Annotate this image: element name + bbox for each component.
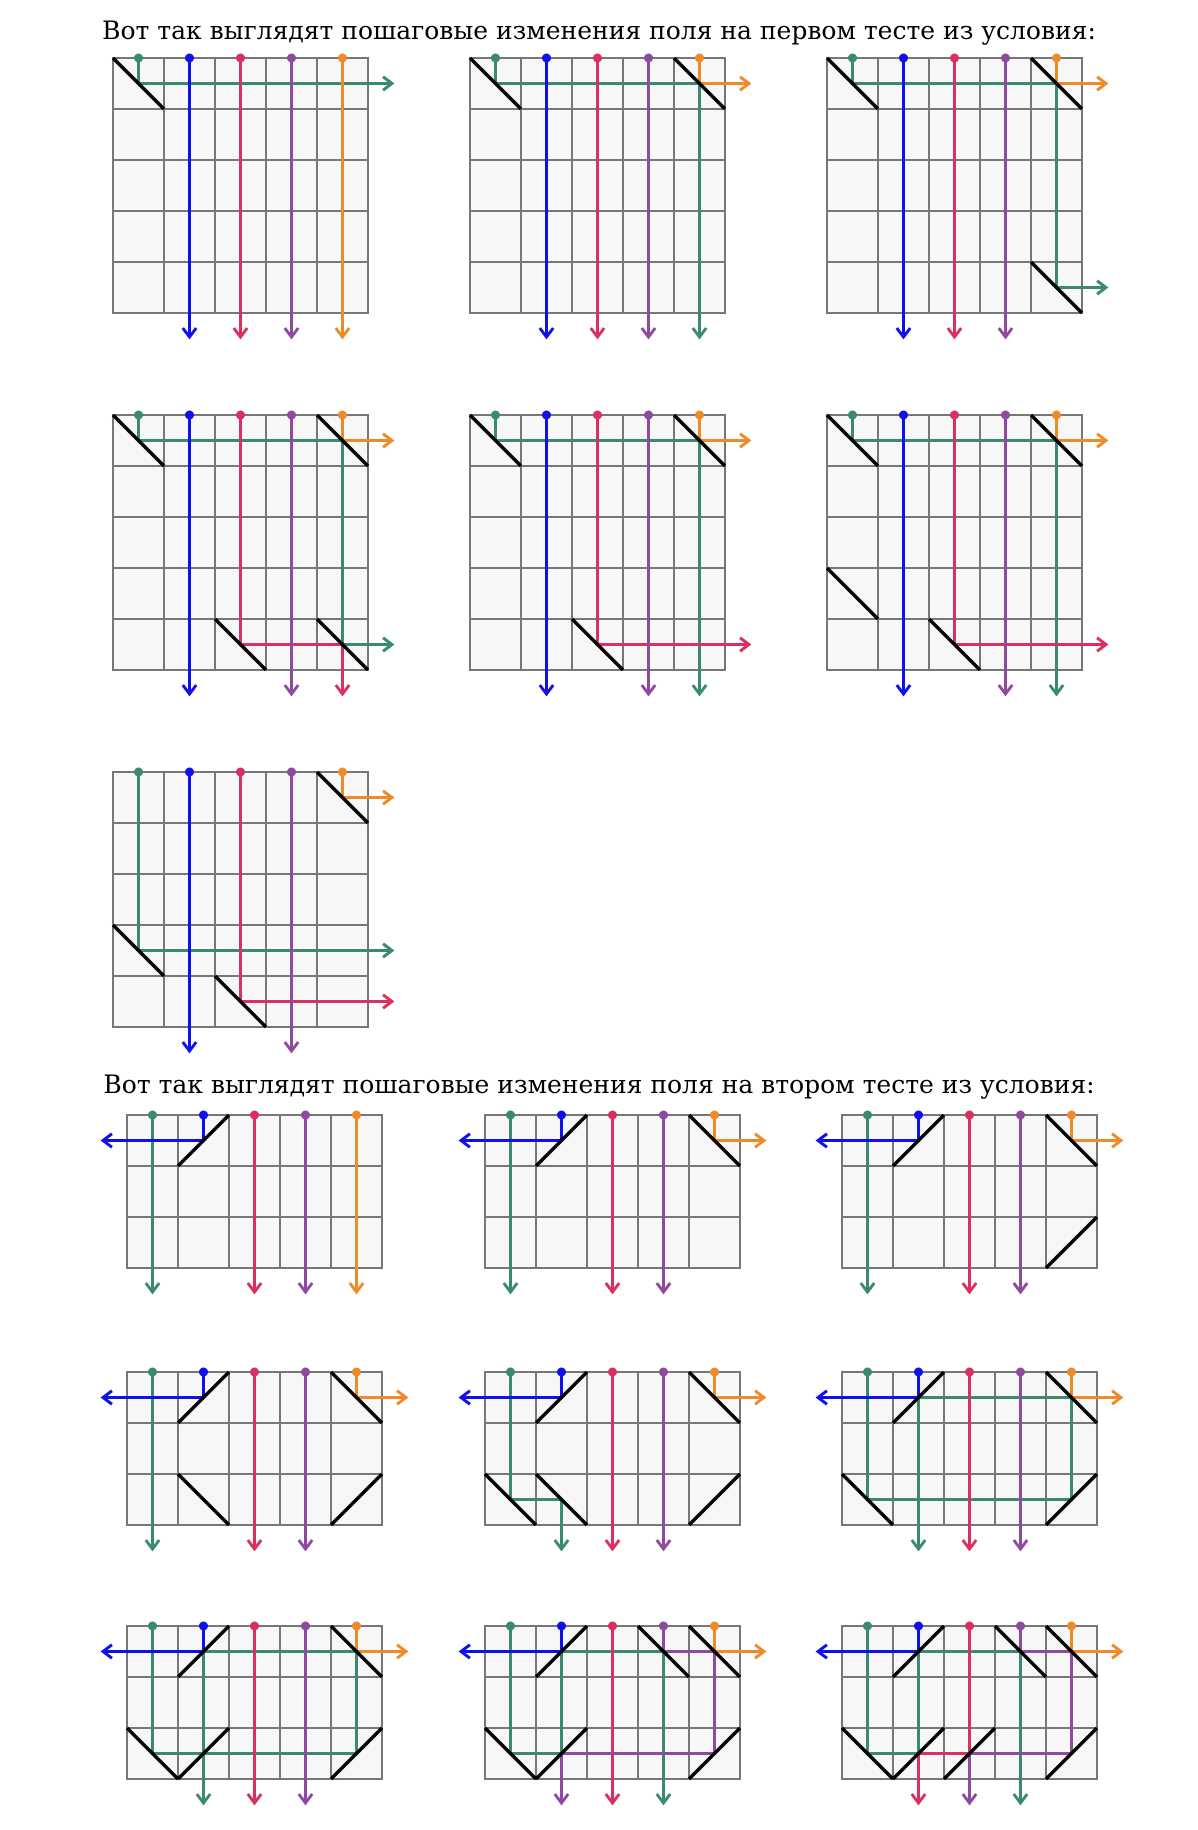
source-red [950,411,959,420]
source-orange [352,1622,361,1631]
source-orange [338,411,347,420]
panel-test1-step2 [470,54,749,338]
source-green [134,768,143,777]
source-purple [644,54,653,63]
source-green [848,54,857,63]
source-purple [1001,411,1010,420]
source-blue [899,411,908,420]
panel-test2-step4 [103,1368,406,1550]
source-green [506,1622,515,1631]
panel-test2-step2 [461,1111,764,1293]
panel-test2-step8 [461,1622,764,1804]
source-purple [659,1368,668,1377]
source-purple [287,54,296,63]
source-green [134,411,143,420]
panel-test1-step5 [470,411,749,695]
source-purple [301,1368,310,1377]
source-red [236,54,245,63]
source-orange [710,1368,719,1377]
panel-test1-step1 [113,54,392,338]
source-blue [914,1111,923,1120]
source-red [608,1111,617,1120]
source-purple [301,1111,310,1120]
source-green [863,1622,872,1631]
source-green [491,411,500,420]
source-orange [1067,1111,1076,1120]
panel-test1-step6 [827,411,1106,695]
source-red [965,1368,974,1377]
source-red [250,1368,259,1377]
source-blue [914,1622,923,1631]
source-red [608,1622,617,1631]
source-blue [914,1368,923,1377]
source-red [236,768,245,777]
source-blue [557,1622,566,1631]
source-blue [185,54,194,63]
source-blue [557,1368,566,1377]
panel-test2-step3 [818,1111,1121,1293]
source-blue [557,1111,566,1120]
source-purple [659,1111,668,1120]
source-blue [199,1622,208,1631]
source-blue [899,54,908,63]
source-blue [542,54,551,63]
source-purple [301,1622,310,1631]
panel-test1-step7 [113,768,392,1052]
source-orange [352,1368,361,1377]
source-green [148,1111,157,1120]
source-green [848,411,857,420]
source-orange [1052,411,1061,420]
source-orange [710,1111,719,1120]
source-purple [644,411,653,420]
source-green [148,1368,157,1377]
source-green [863,1111,872,1120]
source-orange [710,1622,719,1631]
source-green [134,54,143,63]
source-red [950,54,959,63]
source-purple [1001,54,1010,63]
panel-test2-step6 [818,1368,1121,1550]
source-blue [185,768,194,777]
source-green [506,1111,515,1120]
source-red [965,1111,974,1120]
panel-test1-step3 [827,54,1106,338]
caption-test-1: Вот так выглядят пошаговые изменения поля на первом тесте из условия: [102,16,1096,45]
source-blue [199,1368,208,1377]
caption-test-2: Вот так выглядят пошаговые изменения поля на втором тесте из условия: [103,1070,1095,1099]
source-red [593,411,602,420]
source-orange [1067,1622,1076,1631]
source-orange [338,768,347,777]
source-purple [1016,1622,1025,1631]
source-green [491,54,500,63]
source-green [506,1368,515,1377]
source-purple [287,768,296,777]
source-blue [542,411,551,420]
source-red [250,1111,259,1120]
panel-test2-step7 [103,1622,406,1804]
source-orange [338,54,347,63]
source-purple [1016,1368,1025,1377]
source-green [863,1368,872,1377]
source-purple [659,1622,668,1631]
source-purple [287,411,296,420]
source-red [250,1622,259,1631]
source-red [236,411,245,420]
source-green [148,1622,157,1631]
source-red [608,1368,617,1377]
panel-test2-step5 [461,1368,764,1550]
source-red [965,1622,974,1631]
source-blue [185,411,194,420]
source-red [593,54,602,63]
source-orange [1052,54,1061,63]
source-blue [199,1111,208,1120]
source-purple [1016,1111,1025,1120]
source-orange [695,54,704,63]
panel-test2-step1 [103,1111,382,1293]
source-orange [695,411,704,420]
source-orange [1067,1368,1076,1377]
source-orange [352,1111,361,1120]
panel-test2-step9 [818,1622,1121,1804]
panel-test1-step4 [113,411,392,695]
